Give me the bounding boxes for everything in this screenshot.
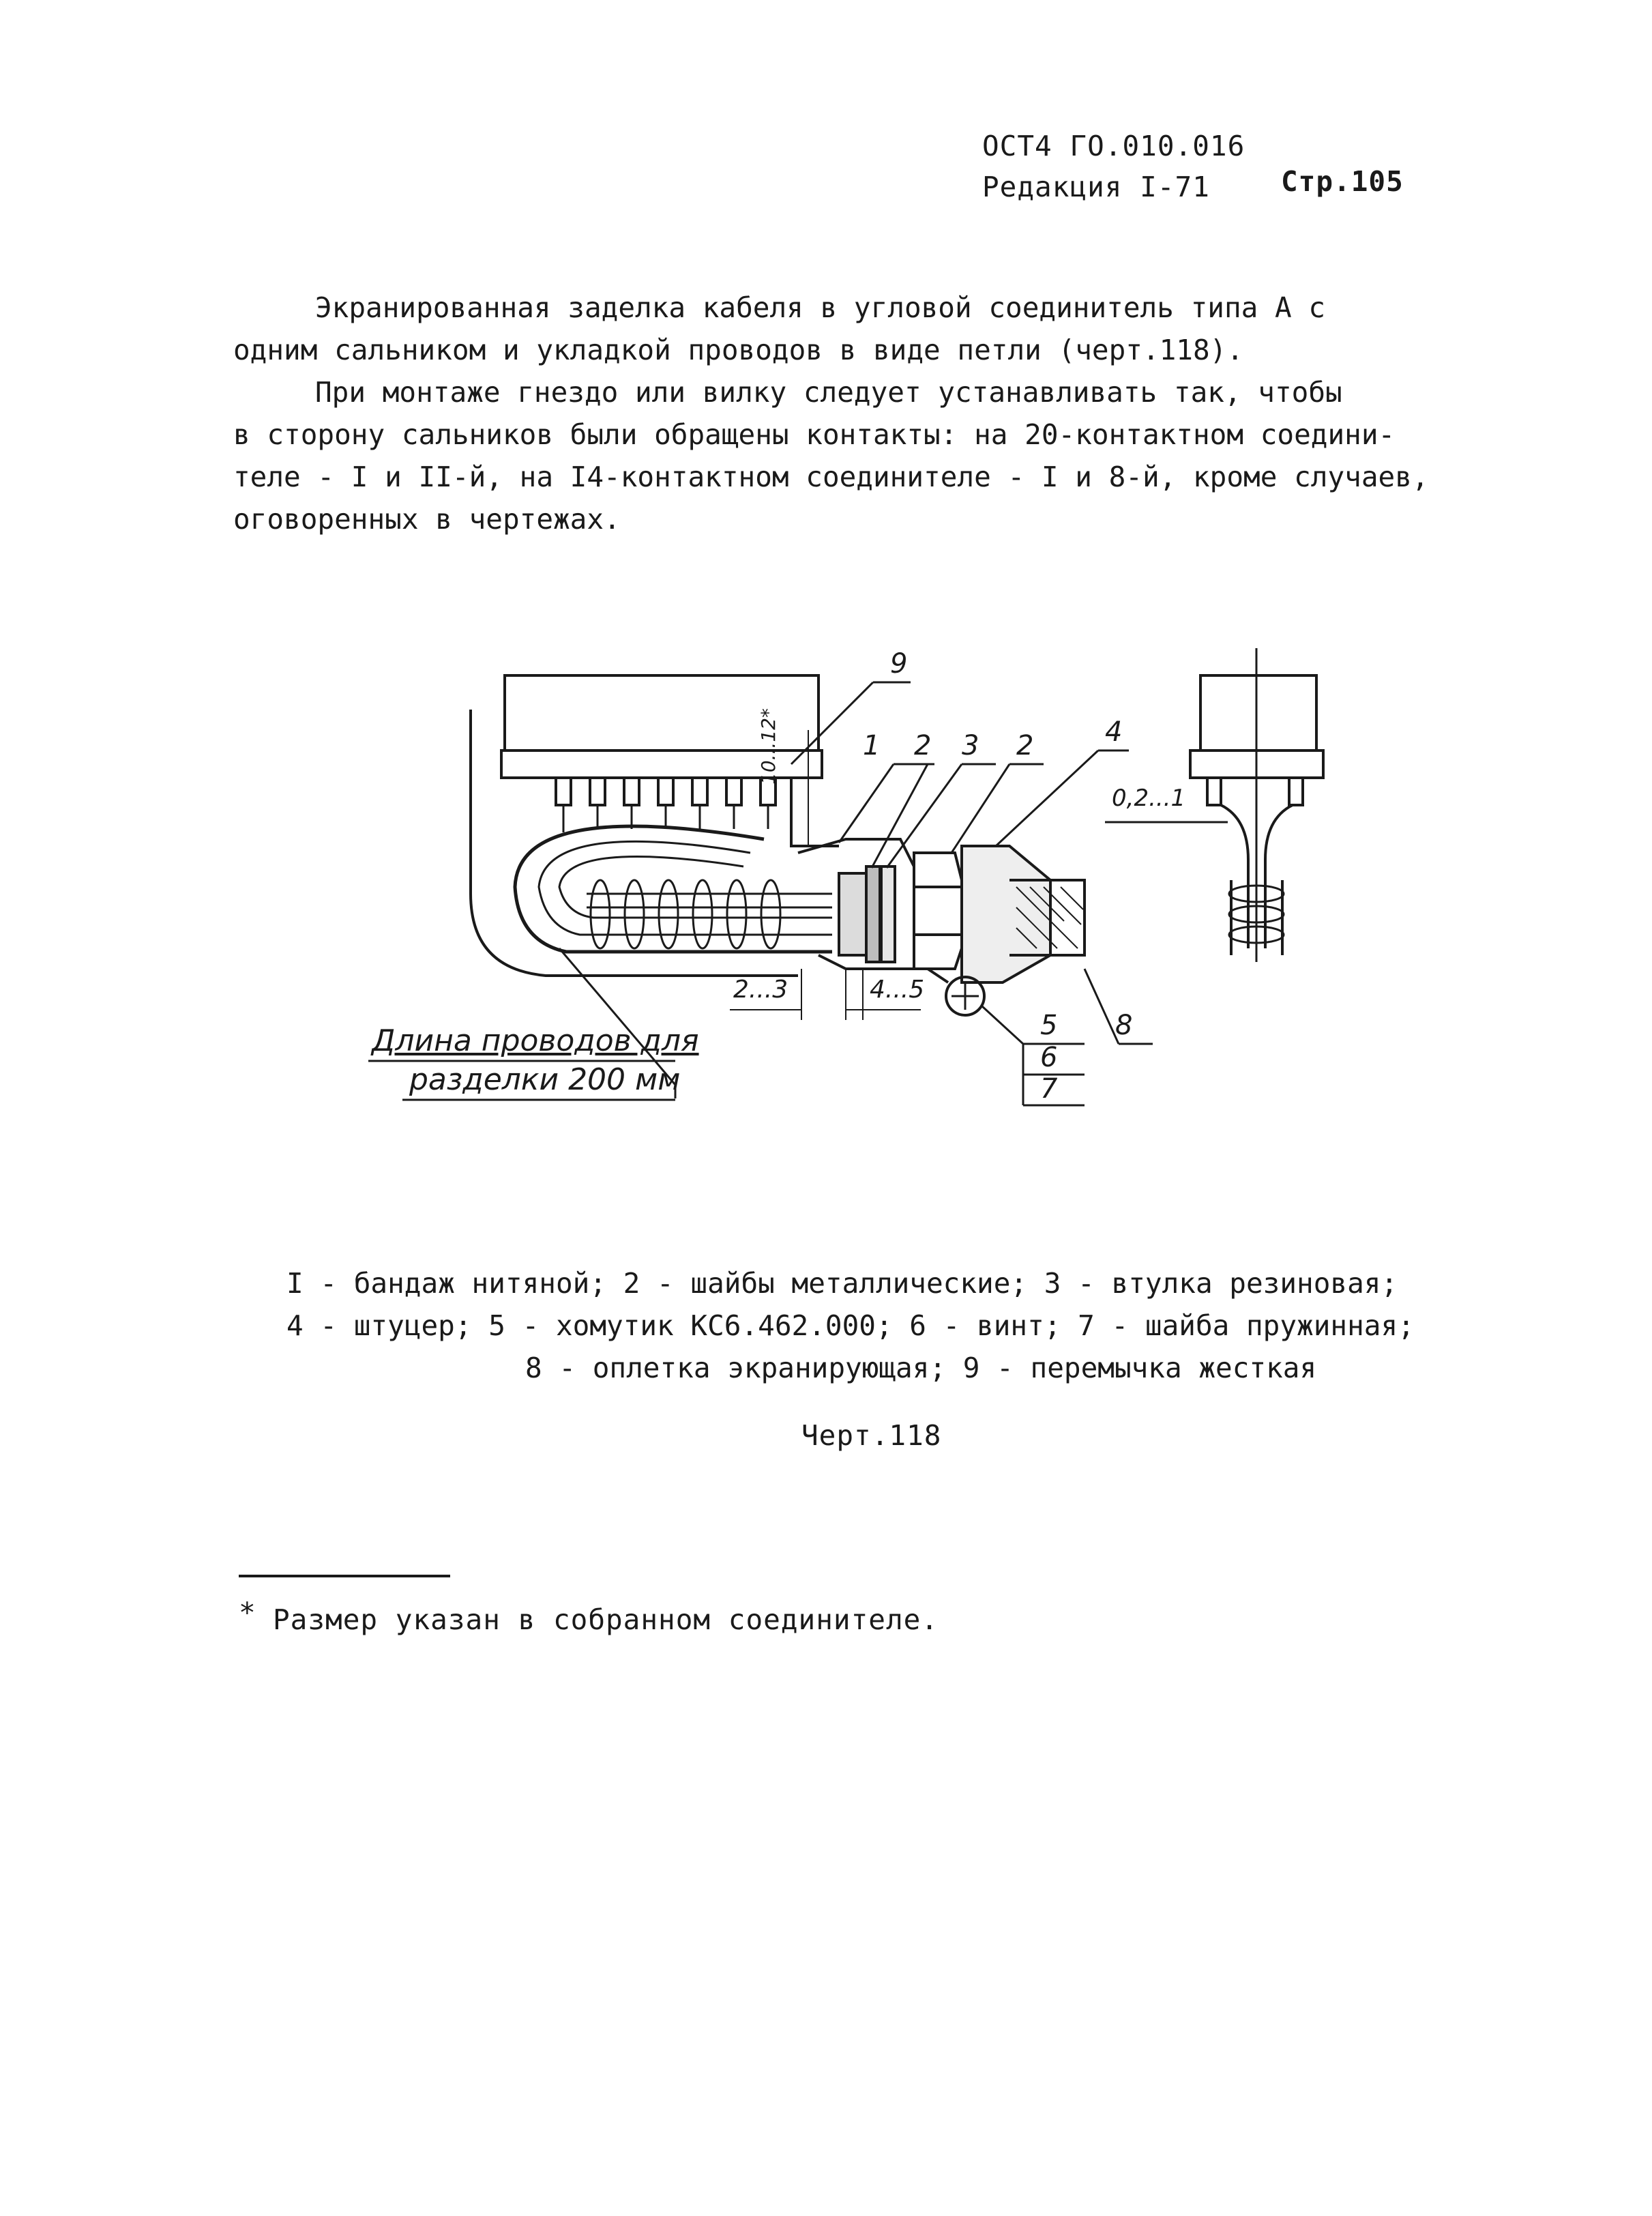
paragraph-2-line-3: теле - I и II-й, на I4-контактном соединителе - I и 8-й, кроме случаев,: [233, 461, 1429, 493]
footnote-text: Размер указан в собранном соединителе.: [273, 1603, 939, 1636]
document-code: ОСТ4 ГО.010.016: [982, 130, 1245, 162]
callout-8: 8: [1115, 1010, 1133, 1041]
dimension-0-2-1: 0,2...1: [1112, 785, 1186, 812]
edition: Редакция I-71: [982, 171, 1210, 203]
callout-6: 6: [1040, 1042, 1058, 1073]
wire-length-note-line-1: Длина проводов для: [372, 1023, 699, 1058]
paragraph-2-line-1: При монтаже гнездо или вилку следует устанавливать так, чтобы: [315, 376, 1342, 409]
callout-7: 7: [1040, 1073, 1058, 1105]
callout-9: 9: [890, 648, 908, 680]
legend-line-3: 8 - оплетка экранирующая; 9 - перемычка жесткая: [525, 1352, 1317, 1384]
dimension-4-5: 4...5: [870, 976, 925, 1004]
legend-line-1: I - бандаж нитяной; 2 - шайбы металлические; 3 - втулка резиновая;: [286, 1267, 1398, 1300]
footnote-mark: *: [239, 1597, 256, 1629]
callout-2a: 2: [914, 730, 932, 761]
dimension-2-3: 2...3: [733, 976, 788, 1004]
paragraph-2-line-2: в сторону сальников были обращены контакты: на 20-контактном соедини-: [233, 418, 1396, 451]
paragraph-1-line-2: одним сальником и укладкой проводов в виде петли (черт.118).: [233, 334, 1244, 366]
footnote-separator: [239, 1575, 450, 1577]
paragraph-2-line-4: оговоренных в чертежах.: [233, 503, 621, 536]
callout-4: 4: [1105, 716, 1123, 748]
figure-caption: Черт.118: [801, 1419, 942, 1452]
connector-pins: [556, 778, 776, 805]
legend-line-2: 4 - штуцер; 5 - хомутик КС6.462.000; 6 - винт; 7 - шайба пружинная;: [286, 1309, 1415, 1342]
callout-3: 3: [962, 730, 979, 761]
callout-5: 5: [1040, 1010, 1058, 1041]
wire-length-note-line-2: разделки 200 мм: [409, 1062, 681, 1097]
page-number: Стр.105: [1281, 165, 1404, 198]
callout-1: 1: [863, 730, 881, 761]
dimension-10-12: 10...12*: [757, 708, 780, 785]
callout-2b: 2: [1016, 730, 1034, 761]
paragraph-1-line-1: Экранированная заделка кабеля в угловой соединитель типа А с: [315, 291, 1326, 324]
